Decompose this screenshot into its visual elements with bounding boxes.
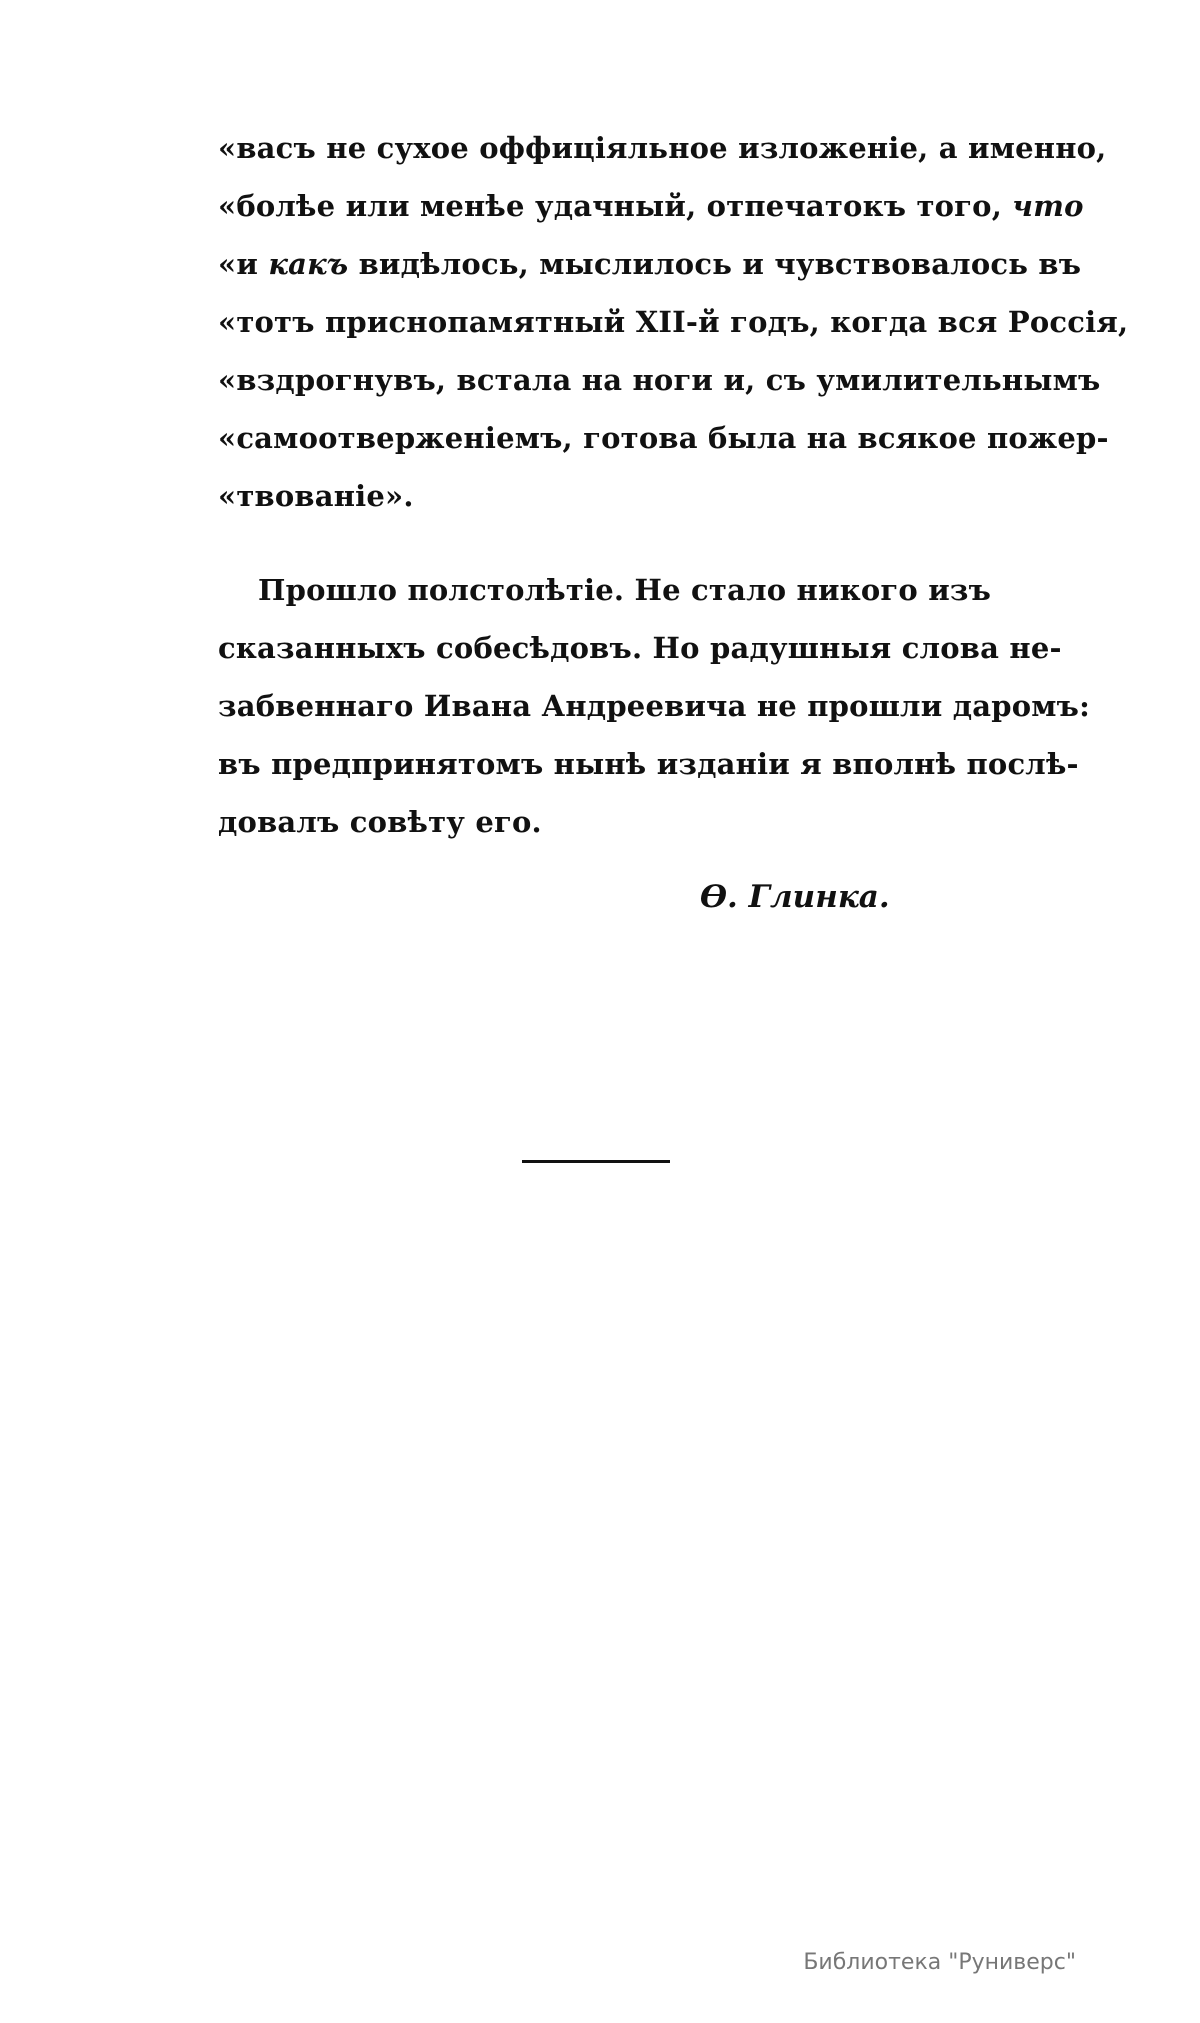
paragraph-2-line-5: довалъ совѣту его. xyxy=(218,805,542,839)
paragraph-1-line-5: «вздрогнувъ, встала на ноги и, съ умилительнымъ xyxy=(218,363,1101,397)
section-divider xyxy=(522,1160,670,1163)
paragraph-2-line-1: Прошло полстолѣтіе. Не стало никого изъ xyxy=(258,573,992,607)
paragraph-1-line-3-start: «и xyxy=(218,247,259,281)
paragraph-1-line-7: «твованіе». xyxy=(218,479,414,513)
paragraph-2-line-2: сказанныхъ собесѣдовъ. Но радушныя слова не- xyxy=(218,631,1062,665)
italic-word-chto: что xyxy=(1012,189,1084,223)
paragraph-1-line-1: «васъ не сухое оффиціяльное изложеніе, а именно, xyxy=(218,131,1107,165)
paragraph-1-line-2 xyxy=(218,186,1084,226)
paragraph-1-line-3-rest: видѣлось, мыслилось и чувствовалось въ xyxy=(358,247,1082,281)
paragraph-2-line-3: забвеннаго Ивана Андреевича не прошли даромъ: xyxy=(218,689,1090,723)
paragraph-1-line-3 xyxy=(218,244,1082,284)
signature: Ѳ. Глинка. xyxy=(700,879,890,915)
paragraph-2-line-4: въ предпринятомъ нынѣ изданіи я вполнѣ послѣ- xyxy=(218,747,1079,781)
paragraph-1-line-4: «тотъ приснопамятный XII-й годъ, когда вся Россія, xyxy=(218,305,1129,339)
italic-word-kak: какъ xyxy=(268,247,349,281)
paragraph-1-line-6: «самоотверженіемъ, готова была на всякое пожер- xyxy=(218,421,1109,455)
library-watermark: Библиотека "Руниверс" xyxy=(803,1950,1076,1975)
paragraph-1-line-2-text: «болѣе или менѣе удачный, отпечатокъ того, xyxy=(218,189,1002,223)
